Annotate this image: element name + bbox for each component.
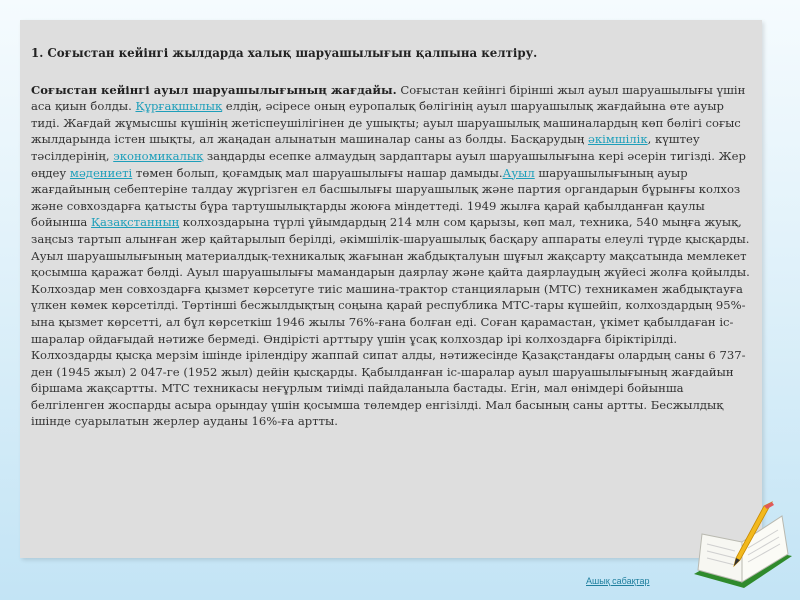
link-kazakhstan[interactable]: Қазақстанның: [91, 215, 180, 230]
body-paragraph: [31, 82, 756, 430]
body-text-1: Соғыстан кейінгі бірінші жыл ауыл шаруашылығы үшін аса қиын болды.: [31, 82, 746, 114]
document-content: [31, 45, 756, 430]
body-text-7: колхоздарына түрлі ұйымдардың 214 млн сом қарызы, көп мал, техника, 540 мыңға жуық, заңсыз тартып алынған жер қайтарылып берілді, әкімшілік-шаруашылық басқару аппараты елеулі түрде қысқарды. Ауыл шаруашылығының материалдық-техникалық жағынан жабдықталуын шұғыл жақсарту мақсатында мемлекет қосымша қаражат бөлді. Ауыл шаруашылығы мамандарын даярлау және қайта даярлаудың жүйесі жолға қойылды. Колхоздар мен совхоздарға қызмет көрсетуге тиіс машина-трактор станцияларын (МТС) техникамен жабдықтауға үлкен көмек көрсетілді. Төртінші бесжылдықтың соңына қарай республика МТС-тары күшейіп, колхоздардың 95%-ына қызмет көрсетті, ал бұл көрсеткіш 1946 жылы 76%-ғана болған еді. Соған қарамастан, үкімет қабылдаған іс-шаралар ойдағыдай нәтиже бермеді. Өндірісті арттыру үшін ұсақ колхоздар ірі колхоздарға біріктірілді. Колхоздарды қысқа мерзім ішінде ірілендіру жаппай сипат алды, нәтижесінде Қазақстандағы олардың саны 6 737- ден (1945 жыл) 2 047-ге (1952 жыл) дейін қысқарды. Қабылданған іс-шаралар ауыл шаруашылығының жағдайын біршама жақсартты. МТС техникасы неғұрлым тиімді пайдаланыла бастады. Егін, мал өнімдері бойынша белгіленген жоспарды асыра орындау үшін қосымша төлемдер енгізілді. Мал басының саны артты. Бесжылдық ішінде суарылатын жерлер ауданы 16%-ға артты.: [31, 215, 750, 429]
open-book-icon: [680, 500, 800, 600]
link-culture[interactable]: мәдениеті: [69, 165, 133, 180]
body-text-3: , күштеу тәсілдерінің,: [31, 132, 700, 163]
link-village[interactable]: Ауыл: [502, 165, 535, 180]
page-title: 1. Соғыстан кейінгі жылдарда халық шаруашылығын қалпына келтіру.: [31, 46, 538, 60]
body-text-2: елдің, әсіресе оның еуропалық бөлігінің ауыл шаруашылық жағдайына өте ауыр тиді. Жағдай жұмысшы күшінің жетіспеушілігінен де ушықты; ауыл шаруашылық машиналардың көп бөлігі соғыс жылдарында істен шықты, ал жаңадан алынатын машиналар саны аз болды. Басқарудың: [31, 99, 741, 147]
link-administrative[interactable]: әкімшілік: [587, 132, 648, 147]
body-text-5: төмен болып, қоғамдық мал шаруашылығы нашар дамыды.: [132, 165, 503, 180]
link-drought[interactable]: Құрғақшылық: [135, 99, 223, 114]
link-economic[interactable]: экономикалық: [113, 148, 204, 163]
section-subheading: Соғыстан кейінгі ауыл шаруашылығының жағдайы.: [31, 82, 397, 97]
body-text-6: шаруашылығының ауыр жағдайының себептеріне талдау жүргізген ел басшылығы шаруашылық және партия органдарын бұрынғы колхоз және совхоздарға қатысты бұра тартушылықтарды жоюға міндеттеді. 1949 жылға қарай қабылданған қаулы бойынша: [31, 165, 741, 230]
open-lessons-link[interactable]: Ашық сабақтар: [586, 576, 650, 586]
body-text-4: заңдарды есепке алмаудың зардаптары ауыл шаруашылығына кері әсерін тигізді. Жер өңдеу: [31, 148, 746, 180]
